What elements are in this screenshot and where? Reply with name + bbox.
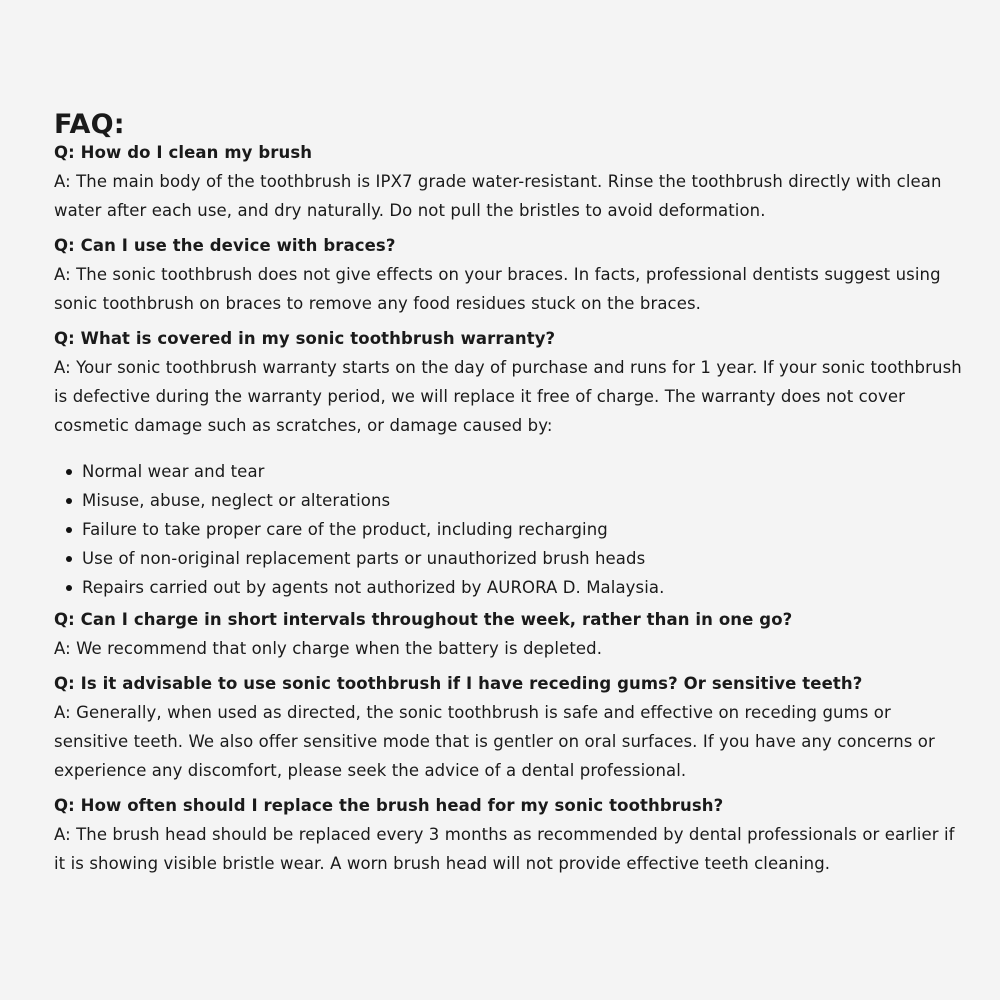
- list-item: [54, 515, 966, 544]
- bullet-dot-icon: [66, 556, 72, 562]
- bullet-dot-icon: [66, 469, 72, 475]
- page-title: FAQ:: [54, 109, 125, 140]
- list-item-text: Normal wear and tear: [82, 462, 265, 481]
- faq-answer: A: The brush head should be replaced every 3 months as recommended by dental professionals or earlier if it is showing visible bristle wear. A worn brush head will not provide effective teeth cleaning.: [54, 825, 955, 873]
- faq-question: Q: What is covered in my sonic toothbrush warranty?: [54, 329, 556, 348]
- faq-item-charging: [54, 609, 966, 663]
- list-item-text: Repairs carried out by agents not authorized by AURORA D. Malaysia.: [82, 578, 665, 597]
- bullet-dot-icon: [66, 498, 72, 504]
- list-item: [54, 544, 966, 573]
- faq-item-warranty: [54, 328, 966, 602]
- warranty-exclusions-list: [54, 457, 966, 602]
- faq-page: [54, 108, 966, 878]
- faq-question: Q: Is it advisable to use sonic toothbrush if I have receding gums? Or sensitive teeth?: [54, 674, 863, 693]
- faq-answer: A: The sonic toothbrush does not give effects on your braces. In facts, professional dentists suggest using sonic toothbrush on braces to remove any food residues stuck on the braces.: [54, 265, 941, 313]
- faq-question: Q: Can I charge in short intervals throughout the week, rather than in one go?: [54, 610, 793, 629]
- faq-answer: A: Generally, when used as directed, the sonic toothbrush is safe and effective on receding gums or sensitive teeth. We also offer sensitive mode that is gentler on oral surfaces. If you have any concerns or experience any discomfort, please seek the advice of a dental professional.: [54, 703, 935, 780]
- faq-item-brush-head: [54, 795, 966, 878]
- list-item: [54, 573, 966, 602]
- faq-item-cleaning: [54, 142, 966, 225]
- faq-answer: A: The main body of the toothbrush is IPX7 grade water-resistant. Rinse the toothbrush directly with clean water after each use, and dry naturally. Do not pull the bristles to avoid deformation.: [54, 172, 942, 220]
- faq-question: Q: Can I use the device with braces?: [54, 236, 396, 255]
- faq-question: Q: How often should I replace the brush head for my sonic toothbrush?: [54, 796, 724, 815]
- faq-answer: A: We recommend that only charge when the battery is depleted.: [54, 639, 603, 658]
- list-item-text: Use of non-original replacement parts or unauthorized brush heads: [82, 549, 646, 568]
- list-item: [54, 457, 966, 486]
- faq-question: Q: How do I clean my brush: [54, 143, 313, 162]
- faq-item-braces: [54, 235, 966, 318]
- list-item: [54, 486, 966, 515]
- bullet-dot-icon: [66, 585, 72, 591]
- faq-answer: A: Your sonic toothbrush warranty starts on the day of purchase and runs for 1 year. If your sonic toothbrush is defective during the warranty period, we will replace it free of charge. The warranty does not cover cosmetic damage such as scratches, or damage caused by:: [54, 358, 962, 435]
- bullet-dot-icon: [66, 527, 72, 533]
- list-item-text: Misuse, abuse, neglect or alterations: [82, 491, 391, 510]
- faq-item-sensitive: [54, 673, 966, 785]
- list-item-text: Failure to take proper care of the product, including recharging: [82, 520, 608, 539]
